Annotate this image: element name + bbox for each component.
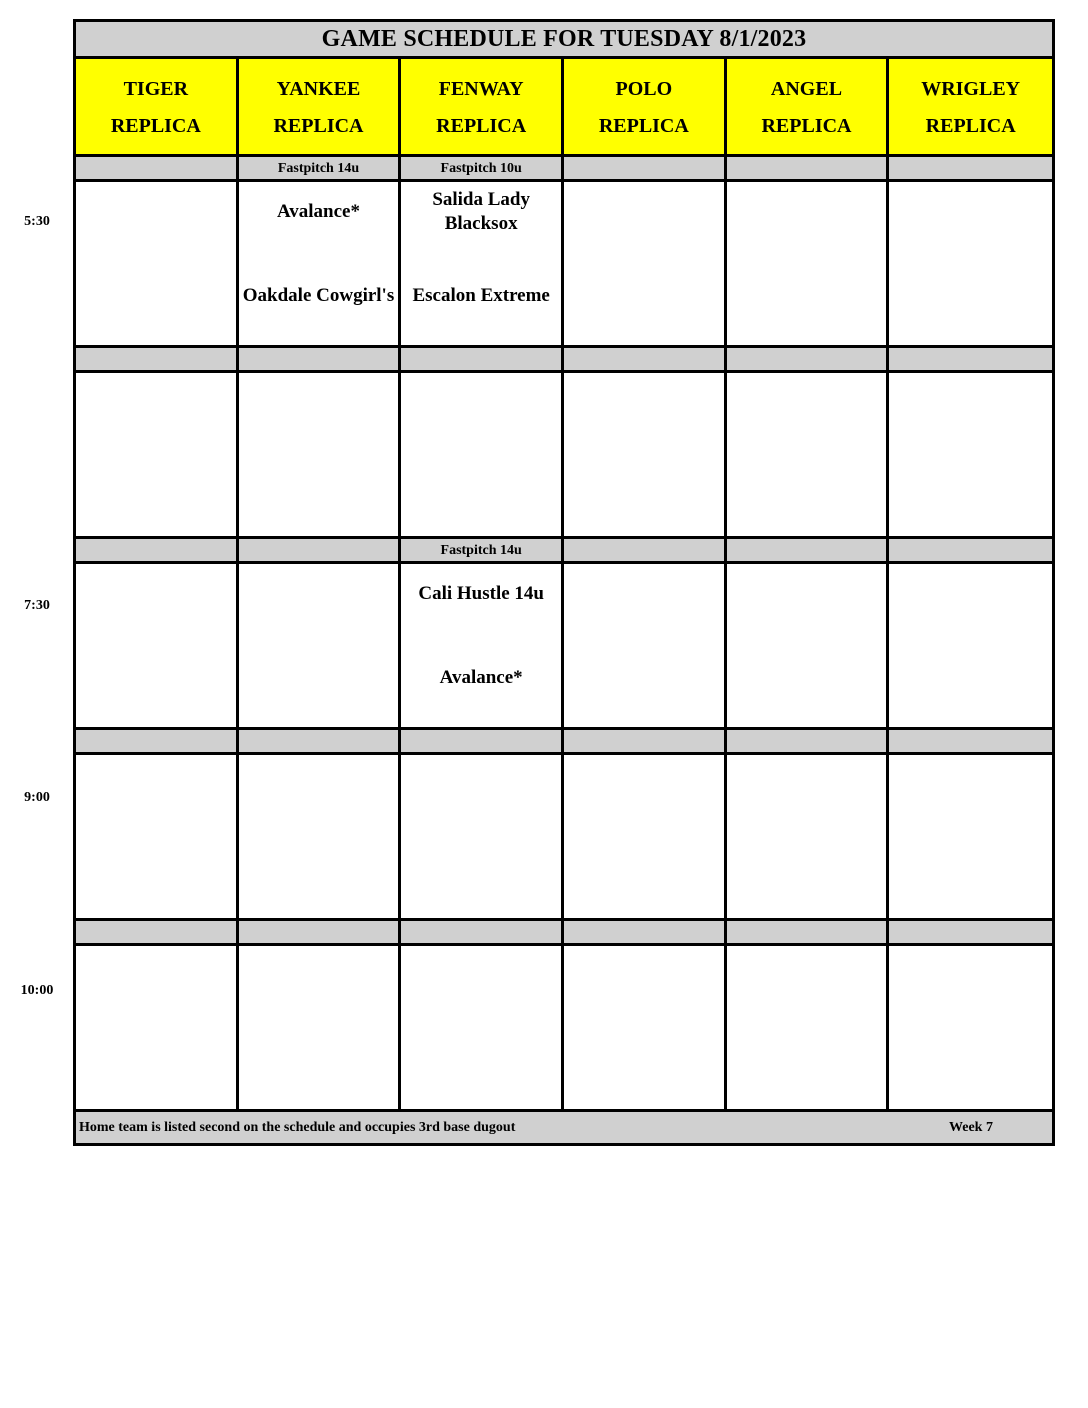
division-label — [889, 921, 1052, 946]
schedule-footer — [76, 1112, 1052, 1143]
field-name: WRIGLEY — [921, 78, 1021, 100]
division-label — [564, 539, 727, 564]
game-cell — [889, 182, 1052, 348]
field-name: FENWAY — [438, 78, 524, 100]
field-sub: REPLICA — [273, 115, 364, 137]
division-label — [889, 348, 1052, 373]
home-team: Escalon Extreme — [412, 285, 550, 306]
time-label: 9:00 — [24, 790, 50, 805]
game-row — [76, 182, 1052, 348]
game-cell — [564, 182, 727, 348]
field-sub: REPLICA — [925, 115, 1016, 137]
game-cell — [76, 946, 239, 1112]
game-cell — [727, 946, 890, 1112]
division-label — [76, 921, 239, 946]
game-cell — [564, 946, 727, 1112]
footer-note: Home team is listed second on the schedule and occupies 3rd base dugout — [79, 1120, 516, 1135]
game-cell — [401, 564, 564, 730]
game-cell — [727, 564, 890, 730]
field-header — [239, 59, 402, 157]
game-cell — [401, 755, 564, 921]
home-team: Oakdale Cowgirl's — [242, 285, 395, 306]
division-label — [727, 157, 890, 182]
division-row — [76, 157, 1052, 182]
game-cell — [564, 755, 727, 921]
field-header — [889, 59, 1052, 157]
field-header — [727, 59, 890, 157]
game-cell — [76, 373, 239, 539]
division-label — [564, 348, 727, 373]
division-label — [564, 921, 727, 946]
field-sub: REPLICA — [436, 115, 527, 137]
game-cell — [889, 946, 1052, 1112]
division-label — [564, 730, 727, 755]
game-cell — [889, 755, 1052, 921]
visiting-team: Cali Hustle 14u — [418, 583, 544, 604]
time-label: 7:30 — [24, 598, 50, 613]
time-slots — [76, 157, 1052, 1112]
division-label — [239, 921, 402, 946]
time-label: 5:30 — [24, 214, 50, 229]
game-row — [76, 564, 1052, 730]
home-team: Avalance* — [439, 667, 523, 688]
field-name: ANGEL — [770, 78, 843, 100]
division-label: Fastpitch 14u — [401, 539, 564, 564]
game-cell — [239, 373, 402, 539]
game-cell — [239, 182, 402, 348]
schedule-title: GAME SCHEDULE FOR TUESDAY 8/1/2023 — [76, 22, 1052, 59]
division-label — [727, 921, 890, 946]
division-label — [727, 539, 890, 564]
week-label: Week 7 — [949, 1120, 993, 1135]
game-row — [76, 373, 1052, 539]
game-cell — [76, 182, 239, 348]
time-column — [0, 0, 75, 1200]
field-header — [401, 59, 564, 157]
game-row — [76, 755, 1052, 921]
division-label — [239, 348, 402, 373]
game-cell — [727, 373, 890, 539]
field-name: TIGER — [123, 78, 189, 100]
game-cell — [401, 373, 564, 539]
field-header — [564, 59, 727, 157]
division-label — [76, 348, 239, 373]
game-cell — [564, 373, 727, 539]
division-row — [76, 921, 1052, 946]
division-row — [76, 730, 1052, 755]
field-name: YANKEE — [276, 78, 361, 100]
game-cell — [76, 564, 239, 730]
game-cell — [727, 182, 890, 348]
time-label: 10:00 — [20, 983, 54, 998]
division-label — [401, 730, 564, 755]
field-header-row — [76, 59, 1052, 157]
game-cell — [401, 946, 564, 1112]
division-row — [76, 348, 1052, 373]
visiting-team: Avalance* — [276, 201, 360, 222]
division-label — [889, 730, 1052, 755]
division-label — [727, 348, 890, 373]
division-label — [76, 157, 239, 182]
division-label — [727, 730, 890, 755]
game-cell — [239, 564, 402, 730]
division-label — [564, 157, 727, 182]
field-name: POLO — [615, 78, 673, 100]
field-sub: REPLICA — [761, 115, 852, 137]
division-label — [401, 921, 564, 946]
division-label — [239, 539, 402, 564]
field-header — [76, 59, 239, 157]
game-cell — [889, 564, 1052, 730]
game-row — [76, 946, 1052, 1112]
game-cell — [239, 755, 402, 921]
division-label — [76, 539, 239, 564]
game-cell — [564, 564, 727, 730]
division-label — [401, 348, 564, 373]
visiting-team: Salida Lady Blacksox — [432, 189, 530, 234]
game-cell — [889, 373, 1052, 539]
game-cell — [727, 755, 890, 921]
field-sub: REPLICA — [110, 115, 201, 137]
division-label — [889, 157, 1052, 182]
division-row — [76, 539, 1052, 564]
division-label: Fastpitch 14u — [239, 157, 402, 182]
game-cell — [239, 946, 402, 1112]
schedule-table — [73, 19, 1055, 1146]
division-label: Fastpitch 10u — [401, 157, 564, 182]
game-cell — [76, 755, 239, 921]
division-label — [889, 539, 1052, 564]
division-label — [76, 730, 239, 755]
game-cell — [401, 182, 564, 348]
field-sub: REPLICA — [598, 115, 689, 137]
division-label — [239, 730, 402, 755]
